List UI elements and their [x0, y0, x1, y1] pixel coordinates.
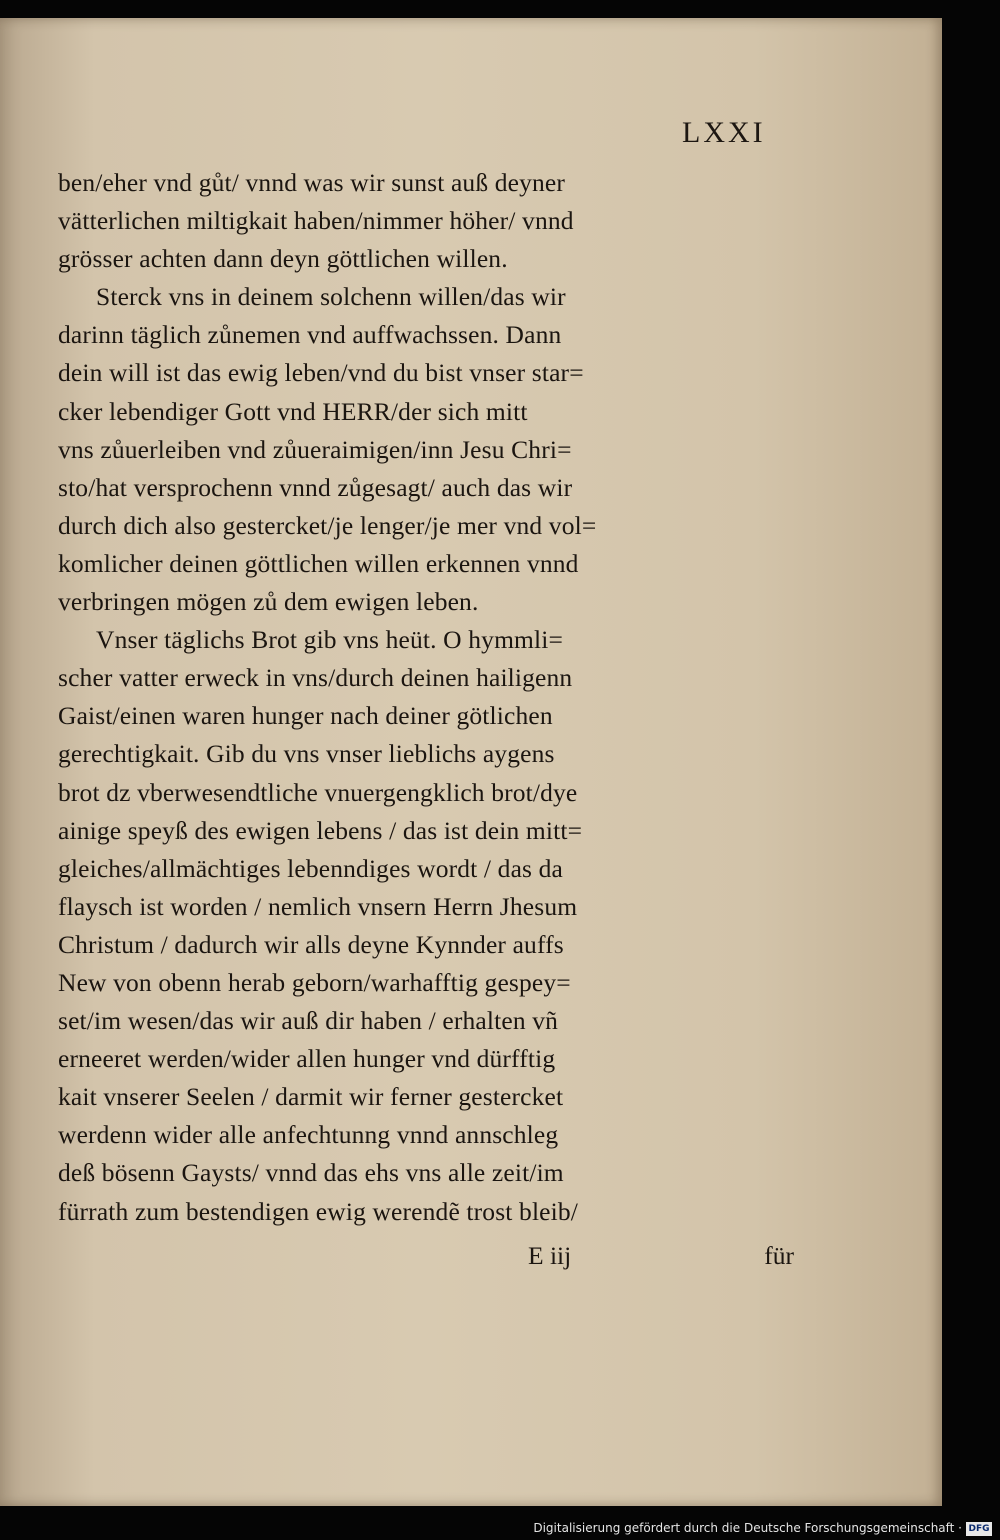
text-line: Sterck vns in deinem solchenn willen/das wir — [96, 282, 566, 312]
text-block — [58, 164, 794, 1231]
dfg-logo-icon: DFG — [966, 1522, 992, 1536]
text-line: brot dz vberwesendtliche vnuergengklich brot/dye — [58, 777, 578, 807]
book-page — [0, 18, 942, 1506]
text-line: werdenn wider alle anfechtunng vnnd annschleg — [58, 1120, 559, 1150]
text-line: deß bösenn Gaysts/ vnnd das ehs vns alle zeit/im — [58, 1158, 564, 1188]
text-line: Vnser täglichs Brot gib vns heüt. O hymmli= — [96, 625, 564, 655]
text-line: New von obenn herab geborn/warhafftig gespey= — [58, 967, 571, 997]
text-line: kait vnserer Seelen / darmit wir ferner gestercket — [58, 1082, 564, 1112]
text-line: flaysch ist worden / nemlich vnsern Herrn Jhesum — [58, 891, 578, 921]
text-line: durch dich also gestercket/je lenger/je mer vnd vol= — [58, 510, 597, 540]
text-line: Christum / dadurch wir alls deyne Kynnder auffs — [58, 929, 564, 959]
text-line: set/im wesen/das wir auß dir haben / erhalten vñ — [58, 1006, 559, 1036]
digitization-credit: Digitalisierung gefördert durch die Deutsche Forschungsgemeinschaft · — [533, 1521, 962, 1535]
text-line: verbringen mögen zů dem ewigen leben. — [58, 587, 479, 617]
text-line: fürrath zum bestendigen ewig werendẽ trost bleib/ — [58, 1196, 579, 1226]
text-line: cker lebendiger Gott vnd HERR/der sich mitt — [58, 396, 528, 426]
text-line: gerechtigkait. Gib du vns vnser lieblichs aygens — [58, 739, 555, 769]
text-line: komlicher deinen göttlichen willen erkennen vnnd — [58, 548, 579, 578]
text-line: scher vatter erweck in vns/durch deinen hailigenn — [58, 663, 573, 693]
folio-number: LXXI — [682, 116, 766, 149]
text-line: darinn täglich zůnemen vnd auffwachssen. Dann — [58, 320, 562, 350]
text-line: ainige speyß des ewigen lebens / das ist dein mitt= — [58, 815, 583, 845]
text-line: vätterlichen miltigkait haben/nimmer höher/ vnnd — [58, 206, 574, 236]
signature-mark: E iij — [528, 1241, 572, 1270]
text-line: Gaist/einen waren hunger nach deiner götlichen — [58, 701, 553, 731]
text-line: gleiches/allmächtiges lebenndiges wordt / das da — [58, 853, 564, 883]
text-line: dein will ist das ewig leben/vnd du bist vnser star= — [58, 358, 584, 388]
text-line: sto/hat versprochenn vnnd zůgesagt/ auch das wir — [58, 472, 573, 502]
text-line: vns zůuerleiben vnd zůueraimigen/inn Jesu Chri= — [58, 434, 572, 464]
text-line: ben/eher vnd gůt/ vnnd was wir sunst auß deyner — [58, 168, 566, 197]
text-line: erneeret werden/wider allen hunger vnd dürfftig — [58, 1044, 556, 1074]
text-line: grösser achten dann deyn göttlichen willen. — [58, 244, 508, 274]
catchword: für — [764, 1241, 794, 1270]
page-footer-line — [58, 1236, 794, 1276]
